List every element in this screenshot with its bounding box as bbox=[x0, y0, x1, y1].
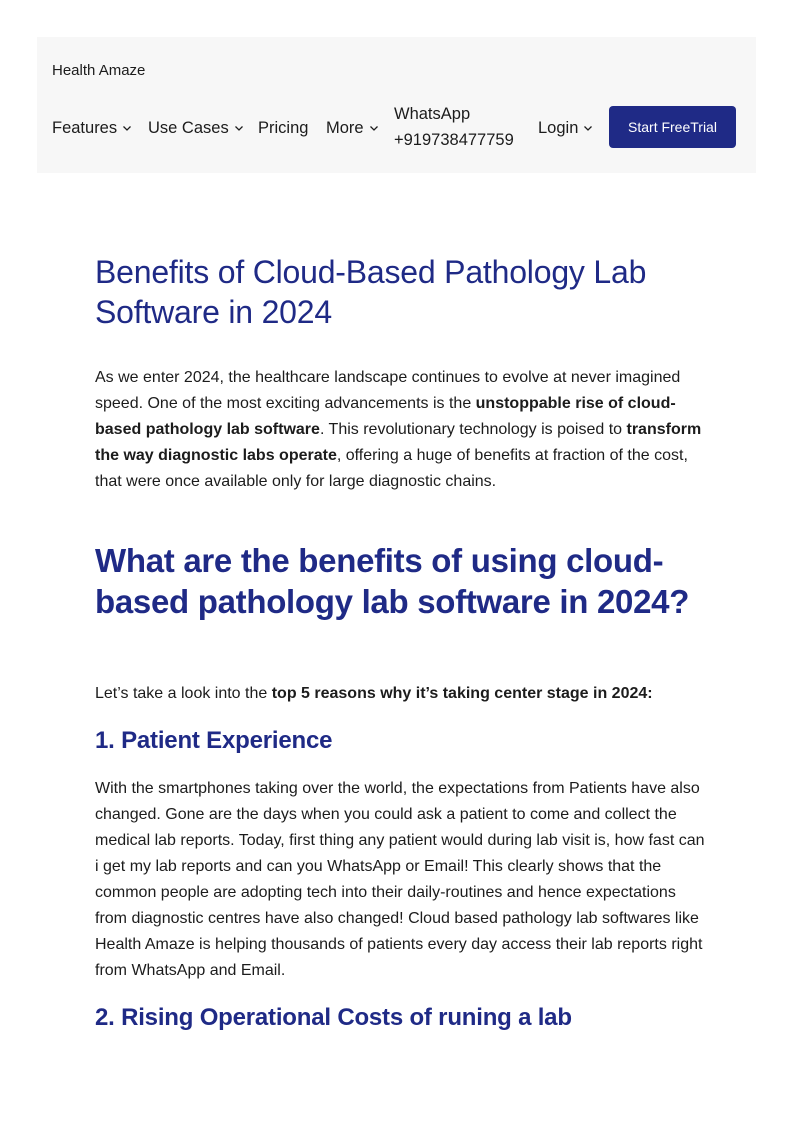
section-1-heading: 1. Patient Experience bbox=[95, 727, 333, 754]
whatsapp-number: +919738477759 bbox=[394, 131, 514, 149]
page-title-line-2: Software in 2024 bbox=[95, 294, 332, 330]
intro-text-2: . This revolutionary technology is poised to bbox=[319, 421, 627, 438]
site-header bbox=[37, 37, 756, 173]
chevron-down-icon bbox=[369, 123, 379, 133]
lead-paragraph bbox=[95, 681, 705, 707]
section-2-heading: 2. Rising Operational Costs of runing a lab bbox=[95, 1004, 572, 1031]
lead-bold: top 5 reasons why it’s taking center stage in 2024: bbox=[271, 685, 653, 702]
nav-more[interactable] bbox=[326, 105, 379, 151]
nav-use-cases-label: Use Cases bbox=[148, 118, 229, 137]
whatsapp-label: WhatsApp bbox=[394, 105, 471, 123]
nav-pricing-label: Pricing bbox=[258, 118, 309, 137]
chevron-down-icon bbox=[234, 123, 244, 133]
brand-logo-text[interactable]: Health Amaze bbox=[52, 62, 146, 79]
intro-text-3: , offering a huge of benefits at fraction of the cost, that were once available only for large diagnostic chains. bbox=[95, 447, 688, 490]
question-heading: What are the benefits of using cloud-based pathology lab software in 2024? bbox=[95, 542, 690, 620]
section-1-paragraph: With the smartphones taking over the world, the expectations from Patients have also changed. Gone are the days when you could ask a patient to come and collect the medical lab reports. Today, first thing any patient would during lab visit is, how fast can i get my lab reports and can you WhatsApp or Email! This clearly shows that the common people are adopting tech into their daily-routines and hence expectations from diagnostic centres have also changed! Cloud based pathology lab softwares like Health Amaze is helping thousands of patients every day access their lab reports right from WhatsApp and Email. bbox=[95, 780, 705, 979]
nav-features-label: Features bbox=[52, 118, 118, 137]
nav-login[interactable] bbox=[538, 105, 593, 151]
page-title bbox=[95, 252, 705, 332]
chevron-down-icon bbox=[583, 123, 593, 133]
nav-pricing[interactable] bbox=[258, 105, 308, 151]
intro-text-1: As we enter 2024, the healthcare landscape continues to evolve at never imagined speed. One of the most exciting advancements is the bbox=[95, 369, 681, 412]
chevron-down-icon bbox=[122, 123, 132, 133]
page-title-line-1: Benefits of Cloud-Based Pathology Lab bbox=[95, 254, 647, 290]
intro-bold-2: transform the way diagnostic labs operate bbox=[95, 421, 702, 464]
lead-text: Let’s take a look into the bbox=[95, 685, 272, 702]
nav-use-cases[interactable] bbox=[148, 105, 244, 151]
intro-bold-1: unstoppable rise of cloud-based pathology lab software bbox=[95, 395, 676, 438]
nav-more-label: More bbox=[326, 118, 364, 137]
nav-features[interactable] bbox=[52, 105, 132, 151]
intro-paragraph bbox=[95, 365, 705, 495]
start-free-trial-button[interactable]: Start FreeTrial bbox=[609, 106, 736, 148]
nav-whatsapp[interactable] bbox=[394, 101, 514, 153]
nav-login-label: Login bbox=[538, 118, 579, 137]
